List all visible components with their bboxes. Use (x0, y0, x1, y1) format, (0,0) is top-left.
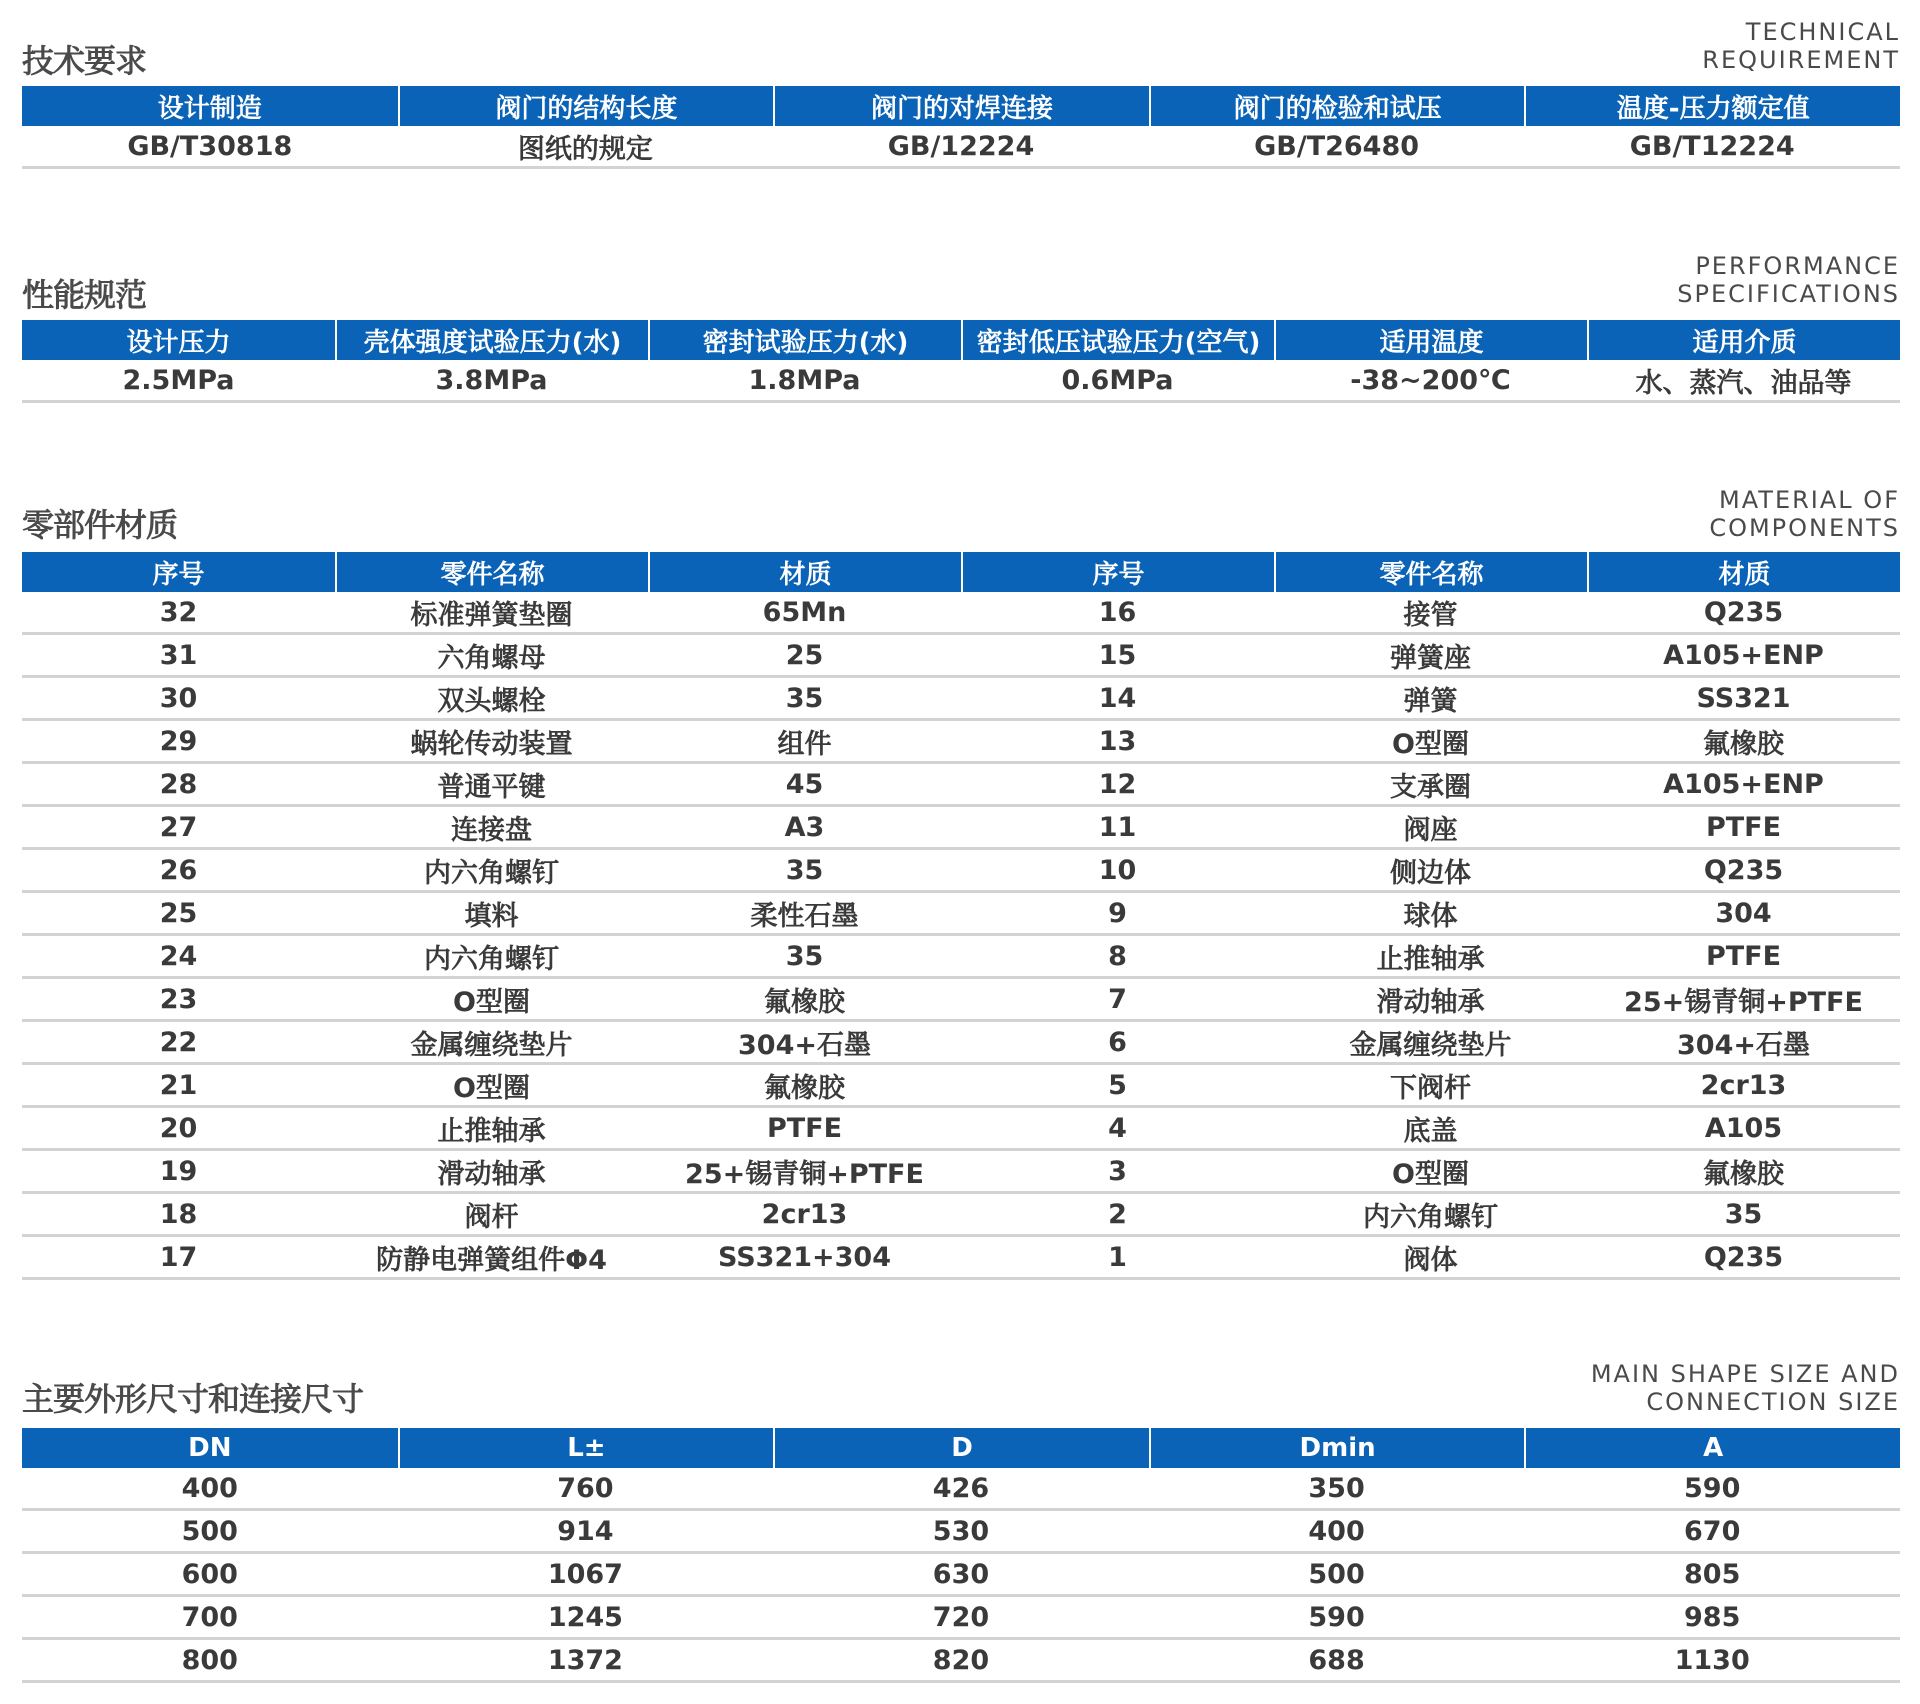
table-cell: 23 (22, 979, 335, 1022)
table-cell: 24 (22, 936, 335, 979)
table-cell: 2.5MPa (22, 360, 335, 403)
perf-section (22, 252, 1900, 412)
perf-en-title (1677, 252, 1900, 308)
table-cell: 接管 (1274, 592, 1587, 635)
table-cell: 普通平键 (335, 764, 648, 807)
table-cell: 1.8MPa (648, 360, 961, 403)
column-header: 温度-压力额定值 (1524, 86, 1900, 126)
column-header: Dmin (1149, 1428, 1525, 1468)
column-header: 材质 (1587, 552, 1900, 592)
table-cell: 阀座 (1274, 807, 1587, 850)
dims-en-title (1591, 1360, 1900, 1416)
table-cell: 5 (961, 1065, 1274, 1108)
table-cell: 590 (1524, 1468, 1900, 1511)
table-cell: 弹簧 (1274, 678, 1587, 721)
table-cell: 805 (1524, 1554, 1900, 1597)
table-row (22, 592, 1900, 635)
materials-en-line2: COMPONENTS (1709, 514, 1900, 542)
table-cell: 720 (773, 1597, 1149, 1640)
table-cell: PTFE (1587, 807, 1900, 850)
materials-section (22, 486, 1900, 1286)
table-cell: Q235 (1587, 850, 1900, 893)
table-cell: 止推轴承 (335, 1108, 648, 1151)
table-cell: 426 (773, 1468, 1149, 1511)
table-cell: 500 (22, 1511, 398, 1554)
table-cell: 670 (1524, 1511, 1900, 1554)
table-cell: 球体 (1274, 893, 1587, 936)
table-cell: 16 (961, 592, 1274, 635)
table-cell: 304+石墨 (1587, 1022, 1900, 1065)
table-cell: O型圈 (1274, 1151, 1587, 1194)
table-cell: 500 (1149, 1554, 1525, 1597)
table-cell: GB/12224 (773, 126, 1149, 169)
column-header: 设计制造 (22, 86, 398, 126)
table-cell: 19 (22, 1151, 335, 1194)
column-header: L± (398, 1428, 774, 1468)
table-row (22, 1065, 1900, 1108)
column-header: 序号 (961, 552, 1274, 592)
table-cell: 65Mn (648, 592, 961, 635)
table-cell: 29 (22, 721, 335, 764)
table-cell: 22 (22, 1022, 335, 1065)
table-cell: 30 (22, 678, 335, 721)
table-cell: 9 (961, 893, 1274, 936)
table-cell: O型圈 (335, 979, 648, 1022)
column-header: 零件名称 (1274, 552, 1587, 592)
column-header: D (773, 1428, 1149, 1468)
table-row (22, 764, 1900, 807)
table-row (22, 1194, 1900, 1237)
table-cell: 图纸的规定 (398, 126, 774, 169)
column-header: 壳体强度试验压力(水) (335, 320, 648, 360)
table-cell: 31 (22, 635, 335, 678)
table-row (22, 1151, 1900, 1194)
table-cell: GB/T26480 (1149, 126, 1525, 169)
materials-title: 零部件材质 (22, 506, 178, 544)
table-row (22, 979, 1900, 1022)
perf-en-line1: PERFORMANCE (1695, 252, 1900, 280)
table-cell: 水、蒸汽、油品等 (1587, 360, 1900, 403)
table-cell: 14 (961, 678, 1274, 721)
table-row (22, 1640, 1900, 1683)
table-cell: SS321 (1587, 678, 1900, 721)
column-header: 适用温度 (1274, 320, 1587, 360)
column-header: 适用介质 (1587, 320, 1900, 360)
table-cell: 内六角螺钉 (335, 850, 648, 893)
table-cell: 滑动轴承 (1274, 979, 1587, 1022)
table-cell: -38~200℃ (1274, 360, 1587, 403)
table-cell: 防静电弹簧组件Φ4 (335, 1237, 648, 1280)
table-cell: 蜗轮传动装置 (335, 721, 648, 764)
table-cell: 侧边体 (1274, 850, 1587, 893)
table-cell: 弹簧座 (1274, 635, 1587, 678)
table-cell: 13 (961, 721, 1274, 764)
tech-section (22, 18, 1900, 178)
table-cell: 滑动轴承 (335, 1151, 648, 1194)
table-cell: PTFE (1587, 936, 1900, 979)
table-cell: 700 (22, 1597, 398, 1640)
table-row (22, 360, 1900, 403)
table-row (22, 936, 1900, 979)
materials-en-title (1709, 486, 1900, 542)
table-cell: 25+锡青铜+PTFE (648, 1151, 961, 1194)
table-cell: 15 (961, 635, 1274, 678)
table-cell: 金属缠绕垫片 (1274, 1022, 1587, 1065)
column-header: 序号 (22, 552, 335, 592)
table-cell: 氟橡胶 (648, 979, 961, 1022)
column-header: 阀门的结构长度 (398, 86, 774, 126)
table-cell: 11 (961, 807, 1274, 850)
table-cell: 630 (773, 1554, 1149, 1597)
table-cell: 2cr13 (648, 1194, 961, 1237)
column-header: A (1524, 1428, 1900, 1468)
column-header: 密封低压试验压力(空气) (961, 320, 1274, 360)
table-cell: O型圈 (1274, 721, 1587, 764)
table-cell: Q235 (1587, 592, 1900, 635)
table-cell: SS321+304 (648, 1237, 961, 1280)
dims-body (22, 1468, 1900, 1683)
table-row (22, 126, 1900, 169)
table-row (22, 850, 1900, 893)
table-cell: 4 (961, 1108, 1274, 1151)
materials-table (22, 552, 1900, 1280)
table-cell: 28 (22, 764, 335, 807)
table-cell: 35 (1587, 1194, 1900, 1237)
table-row (22, 678, 1900, 721)
table-cell: 1130 (1524, 1640, 1900, 1683)
table-cell: 25 (648, 635, 961, 678)
table-cell: 2 (961, 1194, 1274, 1237)
table-cell: 26 (22, 850, 335, 893)
table-cell: 氟橡胶 (1587, 721, 1900, 764)
table-cell: A105+ENP (1587, 635, 1900, 678)
table-row (22, 1237, 1900, 1280)
table-row (22, 1597, 1900, 1640)
table-cell: 下阀杆 (1274, 1065, 1587, 1108)
table-row (22, 1468, 1900, 1511)
table-cell: 六角螺母 (335, 635, 648, 678)
table-cell: 12 (961, 764, 1274, 807)
table-cell: 20 (22, 1108, 335, 1151)
table-cell: 45 (648, 764, 961, 807)
table-cell: 32 (22, 592, 335, 635)
table-header-row (22, 320, 1900, 360)
table-cell: 底盖 (1274, 1108, 1587, 1151)
column-header: 密封试验压力(水) (648, 320, 961, 360)
table-cell: 3 (961, 1151, 1274, 1194)
table-cell: 7 (961, 979, 1274, 1022)
table-cell: 1067 (398, 1554, 774, 1597)
table-row (22, 1511, 1900, 1554)
table-cell: 1372 (398, 1640, 774, 1683)
table-row (22, 1022, 1900, 1065)
table-cell: 6 (961, 1022, 1274, 1065)
materials-en-line1: MATERIAL OF (1719, 486, 1900, 514)
dims-section (22, 1360, 1900, 1700)
table-cell: 350 (1149, 1468, 1525, 1511)
materials-body (22, 592, 1900, 1280)
table-header-row (22, 86, 1900, 126)
table-row (22, 721, 1900, 764)
table-cell: 8 (961, 936, 1274, 979)
tech-title: 技术要求 (22, 42, 147, 80)
table-cell: 17 (22, 1237, 335, 1280)
table-cell: 304+石墨 (648, 1022, 961, 1065)
table-row (22, 893, 1900, 936)
table-cell: 氟橡胶 (648, 1065, 961, 1108)
column-header: 材质 (648, 552, 961, 592)
table-cell: 400 (22, 1468, 398, 1511)
perf-en-line2: SPECIFICATIONS (1677, 280, 1900, 308)
table-header-row (22, 552, 1900, 592)
table-cell: 1245 (398, 1597, 774, 1640)
table-cell: 25 (22, 893, 335, 936)
tech-en-title (1702, 18, 1900, 74)
table-row (22, 635, 1900, 678)
table-cell: PTFE (648, 1108, 961, 1151)
table-cell: 氟橡胶 (1587, 1151, 1900, 1194)
table-cell: 填料 (335, 893, 648, 936)
table-cell: 820 (773, 1640, 1149, 1683)
table-row (22, 807, 1900, 850)
column-header: 设计压力 (22, 320, 335, 360)
table-cell: 18 (22, 1194, 335, 1237)
table-cell: 688 (1149, 1640, 1525, 1683)
table-cell: A105+ENP (1587, 764, 1900, 807)
table-row (22, 1554, 1900, 1597)
table-cell: 支承圈 (1274, 764, 1587, 807)
table-cell: 阀体 (1274, 1237, 1587, 1280)
table-cell: 590 (1149, 1597, 1525, 1640)
table-cell: Q235 (1587, 1237, 1900, 1280)
table-cell: 内六角螺钉 (335, 936, 648, 979)
table-header-row (22, 1428, 1900, 1468)
table-cell: 10 (961, 850, 1274, 893)
table-cell: 760 (398, 1468, 774, 1511)
table-cell: 35 (648, 936, 961, 979)
dims-title: 主要外形尺寸和连接尺寸 (22, 1380, 364, 1418)
table-cell: 35 (648, 678, 961, 721)
table-cell: 止推轴承 (1274, 936, 1587, 979)
perf-table (22, 320, 1900, 403)
table-cell: 2cr13 (1587, 1065, 1900, 1108)
table-cell: 3.8MPa (335, 360, 648, 403)
table-cell: 阀杆 (335, 1194, 648, 1237)
table-cell: 21 (22, 1065, 335, 1108)
tech-en-line1: TECHNICAL (1745, 18, 1900, 46)
table-cell: 标准弹簧垫圈 (335, 592, 648, 635)
table-cell: 27 (22, 807, 335, 850)
table-cell: 35 (648, 850, 961, 893)
tech-en-line2: REQUIREMENT (1702, 46, 1900, 74)
tech-table (22, 86, 1900, 169)
table-cell: 530 (773, 1511, 1149, 1554)
table-cell: A105 (1587, 1108, 1900, 1151)
perf-title: 性能规范 (22, 276, 147, 314)
column-header: 阀门的对焊连接 (773, 86, 1149, 126)
table-cell: 914 (398, 1511, 774, 1554)
column-header: 阀门的检验和试压 (1149, 86, 1525, 126)
column-header: 零件名称 (335, 552, 648, 592)
table-cell: 双头螺栓 (335, 678, 648, 721)
table-cell: GB/T12224 (1524, 126, 1900, 169)
table-cell: 金属缠绕垫片 (335, 1022, 648, 1065)
table-cell: O型圈 (335, 1065, 648, 1108)
table-cell: 25+锡青铜+PTFE (1587, 979, 1900, 1022)
table-row (22, 1108, 1900, 1151)
dims-en-line1: MAIN SHAPE SIZE AND (1590, 1360, 1900, 1388)
table-cell: 连接盘 (335, 807, 648, 850)
table-cell: 0.6MPa (961, 360, 1274, 403)
table-cell: 1 (961, 1237, 1274, 1280)
table-cell: A3 (648, 807, 961, 850)
table-cell: 内六角螺钉 (1274, 1194, 1587, 1237)
column-header: DN (22, 1428, 398, 1468)
dims-table (22, 1428, 1900, 1683)
table-cell: 304 (1587, 893, 1900, 936)
table-cell: 985 (1524, 1597, 1900, 1640)
table-cell: GB/T30818 (22, 126, 398, 169)
table-cell: 柔性石墨 (648, 893, 961, 936)
dims-en-line2: CONNECTION SIZE (1646, 1388, 1900, 1416)
table-cell: 组件 (648, 721, 961, 764)
table-cell: 800 (22, 1640, 398, 1683)
table-cell: 600 (22, 1554, 398, 1597)
table-cell: 400 (1149, 1511, 1525, 1554)
